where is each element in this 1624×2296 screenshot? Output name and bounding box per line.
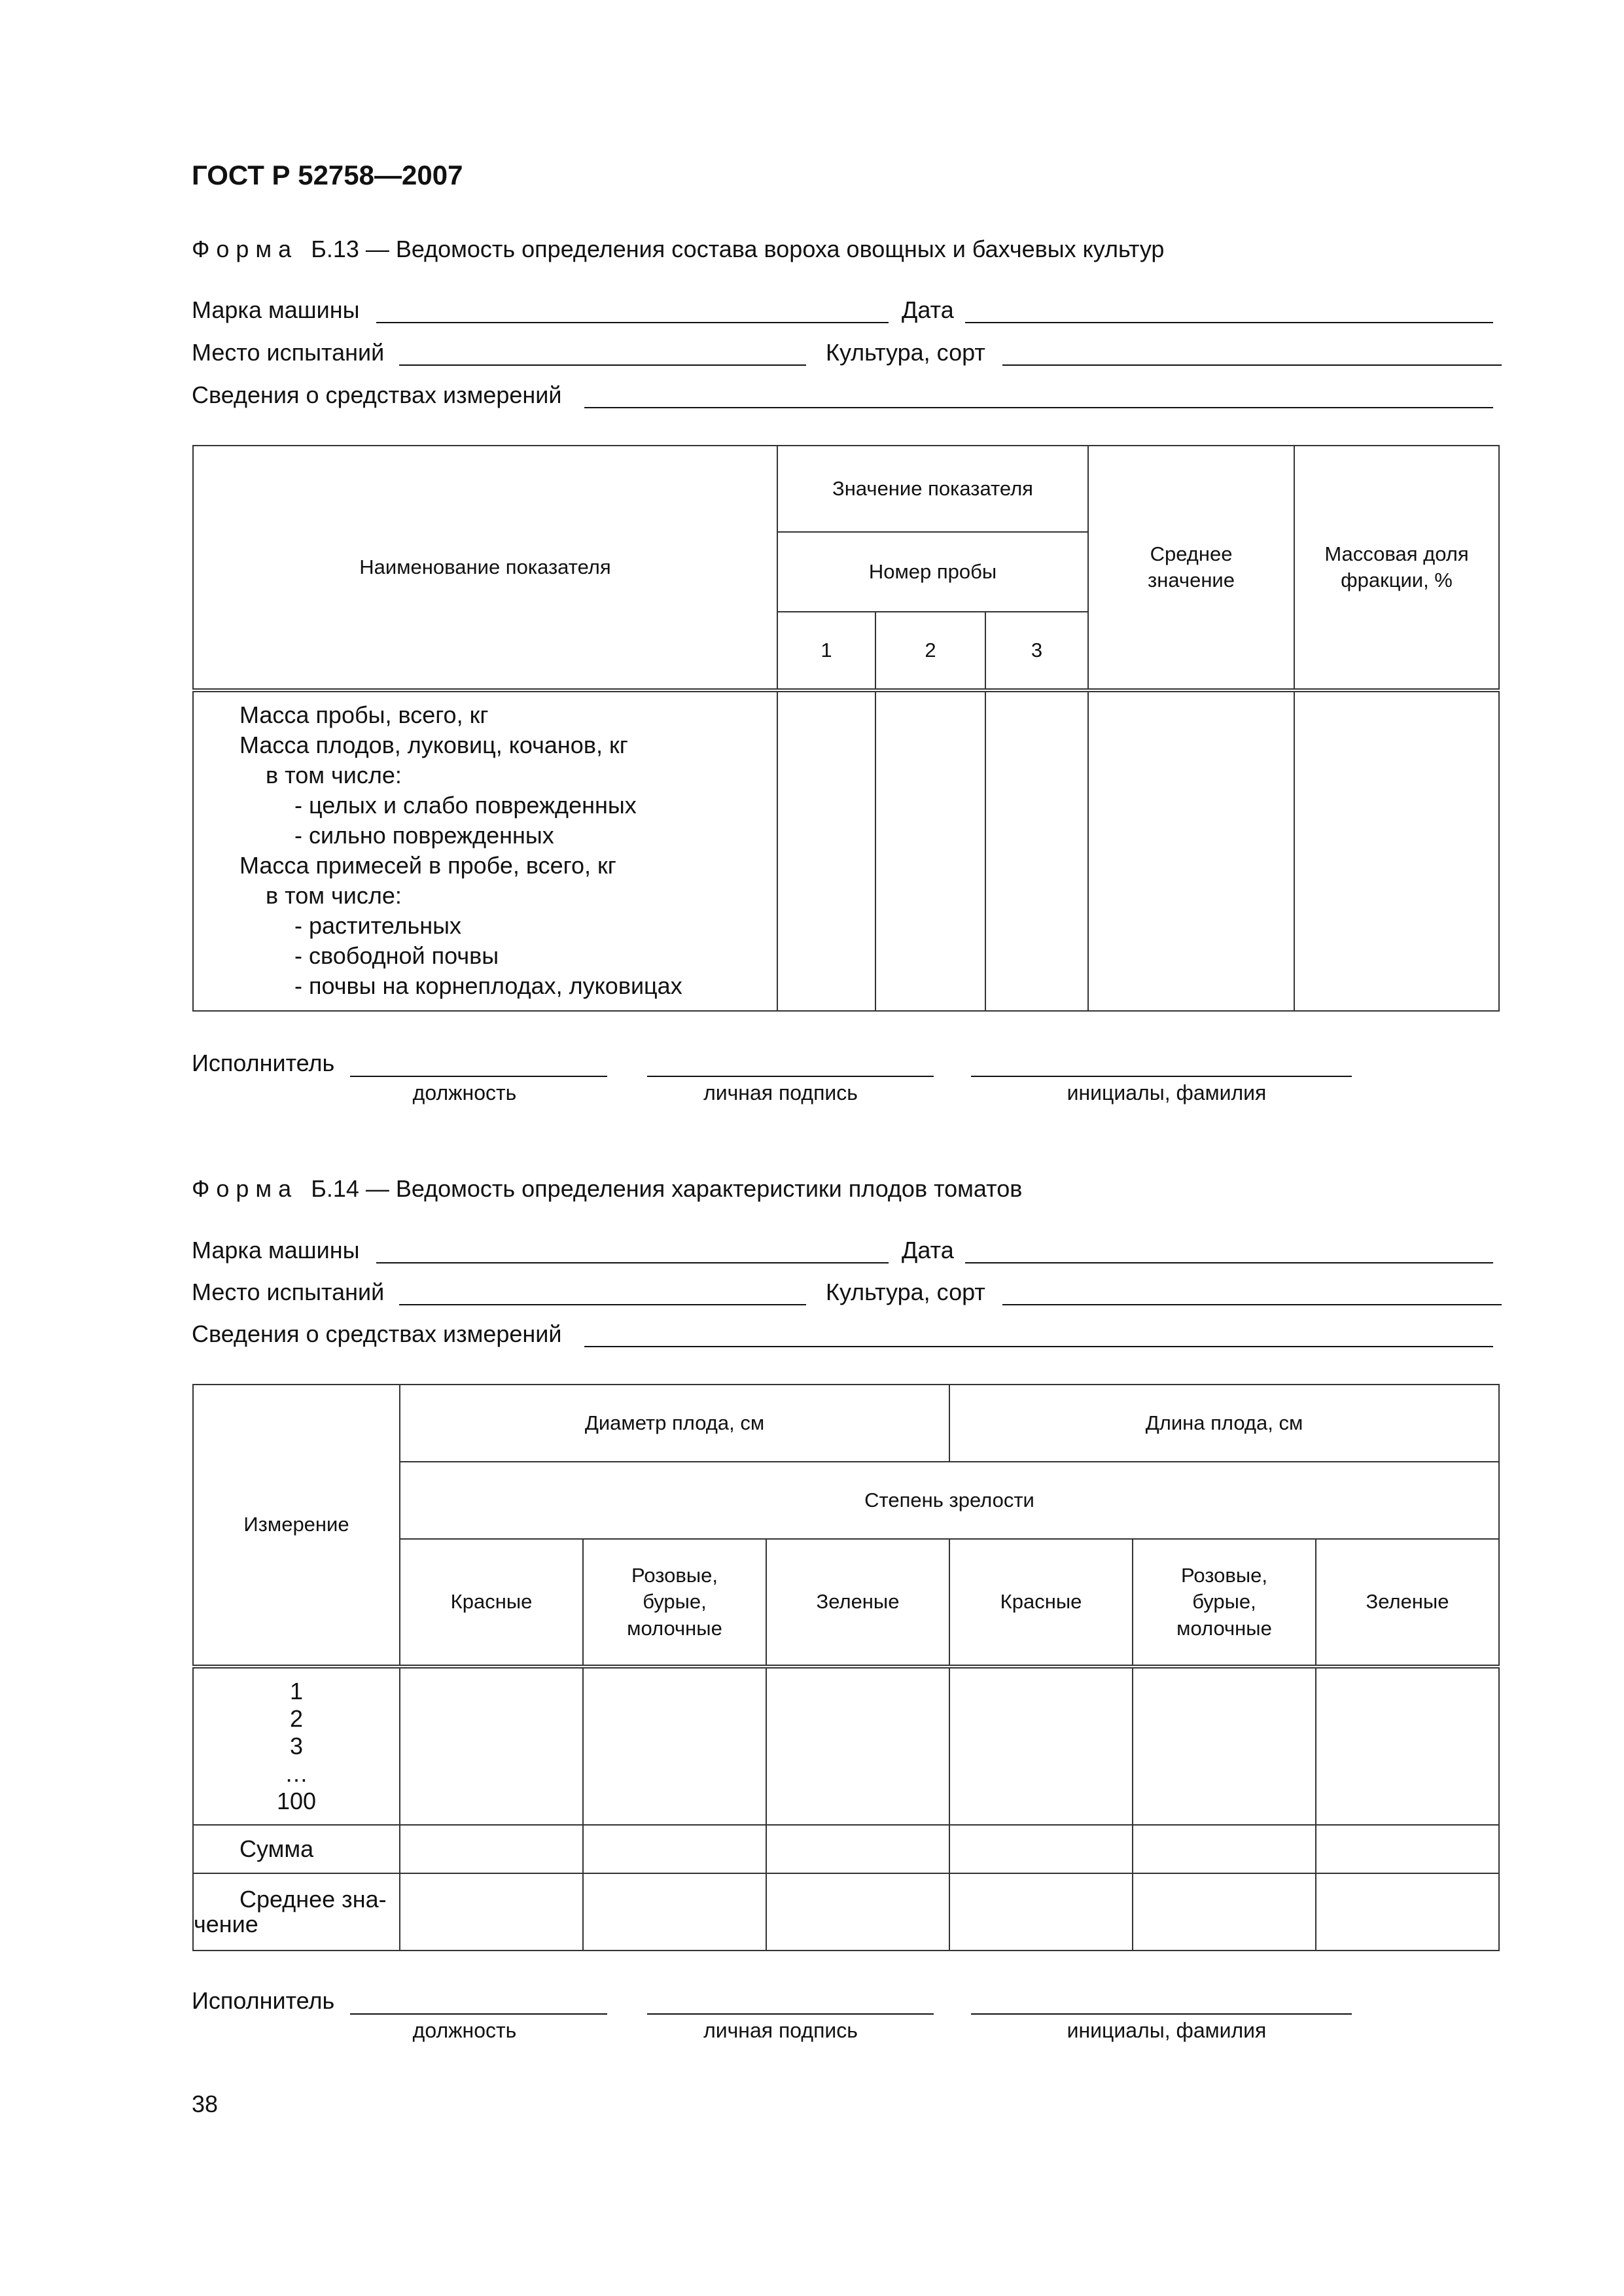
form14-col-measurement: Измерение — [193, 1385, 400, 1667]
form13-row-3: в том числе: — [266, 762, 402, 788]
form14-col-length: Длина плода, см — [949, 1385, 1499, 1462]
form13-field-instruments-line[interactable] — [584, 407, 1493, 408]
form13-field-culture-label: Культура, сорт — [826, 339, 985, 366]
form14-table — [192, 1384, 1500, 1951]
form13-sample-2: 2 — [875, 612, 985, 690]
form14-field-machine-label: Марка машины — [192, 1237, 360, 1263]
form14-row-sum: Сумма — [193, 1825, 400, 1873]
form14-sum-cell[interactable] — [949, 1825, 1133, 1873]
form14-cell[interactable] — [400, 1667, 583, 1825]
page-number: 38 — [192, 2091, 219, 2117]
form14-cell[interactable] — [1316, 1667, 1499, 1825]
form14-ripeness-5: Розовые, бурые, молочные — [1133, 1539, 1316, 1667]
form14-sum-cell[interactable] — [583, 1825, 766, 1873]
form14-measurement-ellipsis: … — [285, 1760, 308, 1787]
form13-field-date-line[interactable] — [965, 322, 1493, 323]
document-code: ГОСТ Р 52758—2007 — [192, 160, 463, 190]
form14-field-culture-line[interactable] — [1002, 1304, 1502, 1305]
form14-position-caption: должность — [412, 2019, 517, 2042]
form13-row-1: Масса пробы, всего, кг — [239, 701, 489, 728]
form14-measurement-1: 1 — [289, 1678, 304, 1704]
form13-row-5: - сильно поврежденных — [294, 822, 554, 849]
form13-cell-mean[interactable] — [1088, 690, 1294, 1011]
form14-sum-cell[interactable] — [1133, 1825, 1316, 1873]
form14-field-culture-label: Культура, сорт — [826, 1279, 985, 1305]
form13-sample-1: 1 — [777, 612, 875, 690]
form14-field-instruments-label: Сведения о средствах измерений — [192, 1320, 562, 1347]
form13-row-items — [193, 690, 777, 1011]
form13-row-4: - целых и слабо поврежденных — [294, 792, 637, 819]
form14-field-instruments-line[interactable] — [584, 1346, 1493, 1347]
form13-name-line[interactable] — [971, 1076, 1352, 1077]
form14-cell[interactable] — [949, 1667, 1133, 1825]
form14-mean-cell[interactable] — [400, 1873, 583, 1951]
form13-field-instruments-label: Сведения о средствах измерений — [192, 381, 562, 408]
form14-title — [192, 1175, 1022, 1203]
form13-field-place-line[interactable] — [399, 364, 806, 366]
form14-signature-caption: личная подпись — [703, 2019, 858, 2042]
form14-cell[interactable] — [1133, 1667, 1316, 1825]
form14-mean-cell[interactable] — [1133, 1873, 1316, 1951]
form14-field-machine-line[interactable] — [376, 1262, 889, 1263]
form13-col-share: Массовая доля фракции, % — [1294, 446, 1499, 690]
form13-row-10: - почвы на корнеплодах, луковицах — [294, 972, 682, 999]
form14-ripeness-3: Зеленые — [766, 1539, 949, 1667]
form13-field-place-label: Место испытаний — [192, 339, 385, 366]
form13-field-culture-line[interactable] — [1002, 364, 1502, 366]
form13-signature-line[interactable] — [647, 1076, 934, 1077]
form13-field-machine-line[interactable] — [376, 322, 889, 323]
form13-position-line[interactable] — [350, 1076, 607, 1077]
form14-mean-cell[interactable] — [583, 1873, 766, 1951]
form13-row-7: в том числе: — [266, 882, 402, 909]
form14-field-date-line[interactable] — [965, 1262, 1493, 1263]
form14-cell[interactable] — [766, 1667, 949, 1825]
form14-sum-cell[interactable] — [1316, 1825, 1499, 1873]
form13-title — [192, 236, 1164, 263]
form14-mean-cell[interactable] — [1316, 1873, 1499, 1951]
form14-name-line[interactable] — [971, 2013, 1352, 2015]
form13-executor-label: Исполнитель — [192, 1050, 335, 1076]
form14-field-place-line[interactable] — [399, 1304, 806, 1305]
form13-title-text: Б.13 — Ведомость определения состава вороха овощных и бахчевых культур — [311, 236, 1165, 262]
form13-cell-sample2[interactable] — [875, 690, 985, 1011]
form13-col-value: Значение показателя — [777, 446, 1088, 532]
form13-col-sample-no: Номер пробы — [777, 532, 1088, 612]
form14-position-line[interactable] — [350, 2013, 607, 2015]
form14-sum-cell[interactable] — [400, 1825, 583, 1873]
form14-ripeness-6: Зеленые — [1316, 1539, 1499, 1667]
form14-measurement-100: 100 — [276, 1788, 317, 1814]
form14-field-date-label: Дата — [902, 1237, 954, 1263]
form13-name-caption: инициалы, фамилия — [1067, 1081, 1267, 1104]
form14-name-caption: инициалы, фамилия — [1067, 2019, 1267, 2042]
form13-row-2: Масса плодов, луковиц, кочанов, кг — [239, 732, 628, 758]
form13-col-mean: Среднее значение — [1088, 446, 1294, 690]
form13-row-9: - свободной почвы — [294, 942, 499, 969]
form13-sample-3: 3 — [985, 612, 1088, 690]
form13-cell-sample1[interactable] — [777, 690, 875, 1011]
form13-cell-sample3[interactable] — [985, 690, 1088, 1011]
form14-row-mean: Среднее зна- чение — [193, 1873, 400, 1951]
form13-cell-share[interactable] — [1294, 690, 1499, 1011]
form14-sum-cell[interactable] — [766, 1825, 949, 1873]
form14-ripeness-4: Красные — [949, 1539, 1133, 1667]
form13-form-word: Форма — [192, 236, 298, 262]
form14-measurement-2: 2 — [289, 1705, 304, 1732]
form13-field-date-label: Дата — [902, 296, 954, 323]
form13-col-name: Наименование показателя — [193, 446, 777, 690]
form13-row-6: Масса примесей в пробе, всего, кг — [239, 852, 616, 879]
form14-title-text: Б.14 — Ведомость определения характеристики плодов томатов — [311, 1175, 1023, 1202]
form13-table — [192, 445, 1500, 1012]
form14-col-ripeness: Степень зрелости — [400, 1462, 1499, 1539]
form14-signature-line[interactable] — [647, 2013, 934, 2015]
form14-ripeness-1: Красные — [400, 1539, 583, 1667]
form14-col-diameter: Диаметр плода, см — [400, 1385, 949, 1462]
form14-mean-cell[interactable] — [949, 1873, 1133, 1951]
form14-cell[interactable] — [583, 1667, 766, 1825]
form14-executor-label: Исполнитель — [192, 1987, 335, 2014]
form13-field-machine-label: Марка машины — [192, 296, 360, 323]
form13-signature-caption: личная подпись — [703, 1081, 858, 1104]
form14-ripeness-2: Розовые, бурые, молочные — [583, 1539, 766, 1667]
form14-measurement-3: 3 — [289, 1733, 304, 1759]
form14-measurement-list — [193, 1667, 400, 1825]
form13-row-8: - растительных — [294, 912, 462, 939]
form14-field-place-label: Место испытаний — [192, 1279, 385, 1305]
form14-mean-cell[interactable] — [766, 1873, 949, 1951]
form14-form-word: Форма — [192, 1175, 298, 1202]
form13-position-caption: должность — [412, 1081, 517, 1104]
